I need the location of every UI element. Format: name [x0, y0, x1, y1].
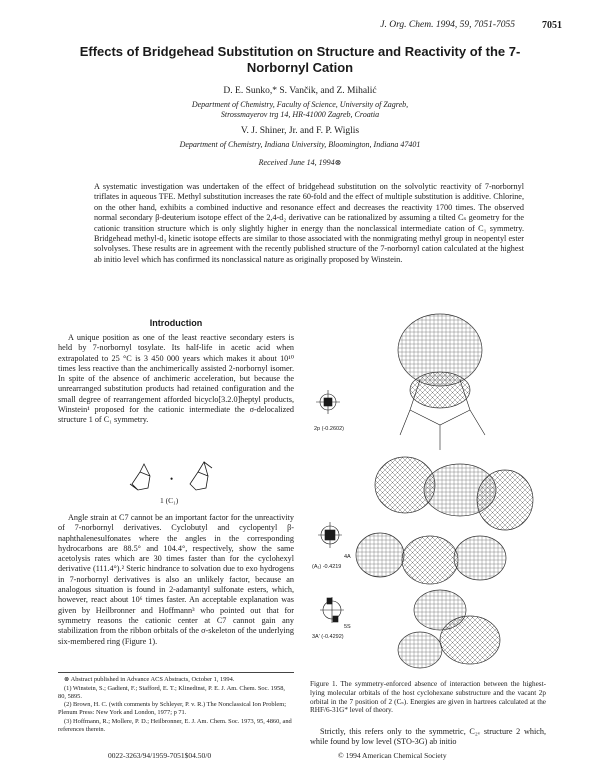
norbornyl-left-drawing [130, 464, 150, 490]
affiliation-1b: Strossmayerov trg 14, HR-41000 Zagreb, Croatia [220, 110, 380, 119]
affiliation-2: Department of Chemistry, Indiana University, Bloomington, Indiana 47401 [179, 140, 421, 149]
orbital-4a-group [312, 457, 533, 584]
footnote-abstract: ⊗ Abstract published in Advance ACS Abstracts, October 1, 1994. [64, 676, 235, 683]
footnotes [58, 672, 294, 735]
scheme-dot: • [170, 474, 174, 484]
structure-1-label: 1 (C₁) [160, 496, 179, 505]
orbital-low-label-a: 5S [344, 624, 351, 630]
figure-1-orbitals [300, 310, 550, 680]
page-footer [58, 751, 546, 763]
footnote-2: (2) Brown, H. C. (with comments by Schleyer, P. v. R.) The Nonclassical Ion Problem; Plenum Press: New York and London, 1977; p 71. [58, 701, 286, 717]
orbital-5s-group [312, 590, 500, 668]
intro-paragraph-1: A unique position as one of the least reactive secondary esters is held by 7-norbornyl tosylate. Its half-life in acetic acid when extrapolated to 25 °C is 3 450 000 years which makes it about 10¹⁰ times less reactive than the anchimerically assisted 2-norbornyl isomer. In spite of the absence of anchimeric acceleration, but because the unrearranged substitution products had retained configuration and the small degree of rearrangement afforded bicyclo[3.2.0]heptyl products, Winstein¹ proposed for the cationic intermediate the σ-delocalized structure 1 of C₁ symmetry. [58, 333, 294, 425]
footer-copyright: © 1994 American Chemical Society [338, 751, 447, 760]
right-column-paragraph: Strictly, this refers only to the symmetric, C₂ᵥ structure 2 which, while found by low level (STO-3G) ab initio [310, 727, 546, 747]
newman-top-icon [316, 390, 340, 414]
article-title: Effects of Bridgehead Substitution on Structure and Reactivity of the 7-Norbornyl Cation [79, 44, 521, 75]
figure-1-caption: Figure 1. The symmetry-enforced absence of interaction between the highest-lying molecular orbitals of the host cyclohexane substructure and the vacant 2p orbital in the 7 position of 2 (Cₛ). Energies are given in hartrees calculated at the RHF/6-31G* level of theory. [310, 680, 546, 715]
norbornyl-right-drawing [190, 462, 212, 490]
footer-code: 0022-3263/94/1959-7051$04.50/0 [108, 751, 212, 760]
author-line-2: V. J. Shiner, Jr. and F. P. Wiglis [240, 126, 360, 136]
running-head [0, 20, 600, 34]
section-heading-introduction: Introduction [149, 318, 203, 328]
affiliation-1a: Department of Chemistry, Faculty of Science, University of Zagreb, [191, 100, 409, 109]
journal-citation: J. Org. Chem. 1994, 59, 7051-7055 [380, 20, 515, 30]
orbital-mid-label-b: (A₁) -0.4219 [312, 564, 342, 570]
orbital-mid-label-a: 4A [344, 554, 351, 560]
received-date: Received June 14, 1994⊗ [258, 158, 342, 167]
footnote-3: (3) Hoffmann, R.; Mollere, P. D.; Heilbronner, E. J. Am. Chem. Soc. 1973, 95, 4860, and references therein. [58, 717, 292, 733]
author-line-1: D. E. Sunko,* S. Vančik, and Z. Mihalić [223, 86, 377, 96]
p-lobe-lower [410, 372, 470, 408]
orbital-2p-group [314, 314, 485, 450]
abstract: A systematic investigation was undertaken of the effect of bridgehead substitution on the solvolytic reactivity of 7-norbornyl triflates in aqueous TFE. Methyl substitution increases the rate 60-fold and the effect of multiple substitution is additive. Chlorine, on the other hand, exhibits a combined inductive and resonance effect and decreases the reactivity 1700 times. The observed normal secondary β-deuterium isotope effect of the 2,4-d₂ derivative can be rationalized by assuming a tilted Cₛ geometry for the cationic transition structure which is only slightly higher in energy than the nonclassical intermediate cation of C₁ symmetry. Bridgehead methyl-d₃ kinetic isotope effects are similar to those associated with the nonmigrating methyl group in neopentyl ester solvolyses. These results are in agreement with the recently published structure of the 7-norbornyl cation calculated at the highest ab initio level which has confirmed its nonclassical nature as originally proposed by Winstein. [94, 182, 524, 264]
page-number: 7051 [542, 20, 562, 31]
footnote-1: (1) Winstein, S.; Gadient, F.; Stafford, E. T.; Klinedinst, P. E. J. Am. Chem. Soc. 1958, 80, 5895. [58, 684, 286, 700]
newman-low-icon [320, 597, 344, 623]
orbital-top-label: 2p (-0.2602) [314, 426, 344, 432]
structure-1-scheme [100, 454, 250, 499]
intro-paragraph-2: Angle strain at C7 cannot be an important factor for the unreactivity of 7-norbornyl derivatives. Cyclobutyl and cyclopentyl β-naphthalenesulfonates where the angles in the corresponding hydrocarbons are 88.5° and 104.4°, respectively, show the same acetolysis rates which are 30 times faster than for the cyclohexyl derivative (111.4°).² Steric hindrance to solvation due to exo hydrogens in 7-norbornyl derivatives is also an unlikely factor, because an analogous situation is found in 2-adamantyl sulfonate esters, which, however, react about 10⁶ times faster. An acceptable explanation was given by Heilbronner and Hoffmann³ who pointed out that for symmetry reasons the cationic center at C7 cannot gain any stabilization from the ribbon orbitals of the σ-skeleton of the underlying six-membered ring (Figure 1). [58, 513, 294, 646]
newman-mid-icon [318, 522, 342, 548]
orbital-low-label-b: 3A' (-0.4292) [312, 634, 344, 640]
